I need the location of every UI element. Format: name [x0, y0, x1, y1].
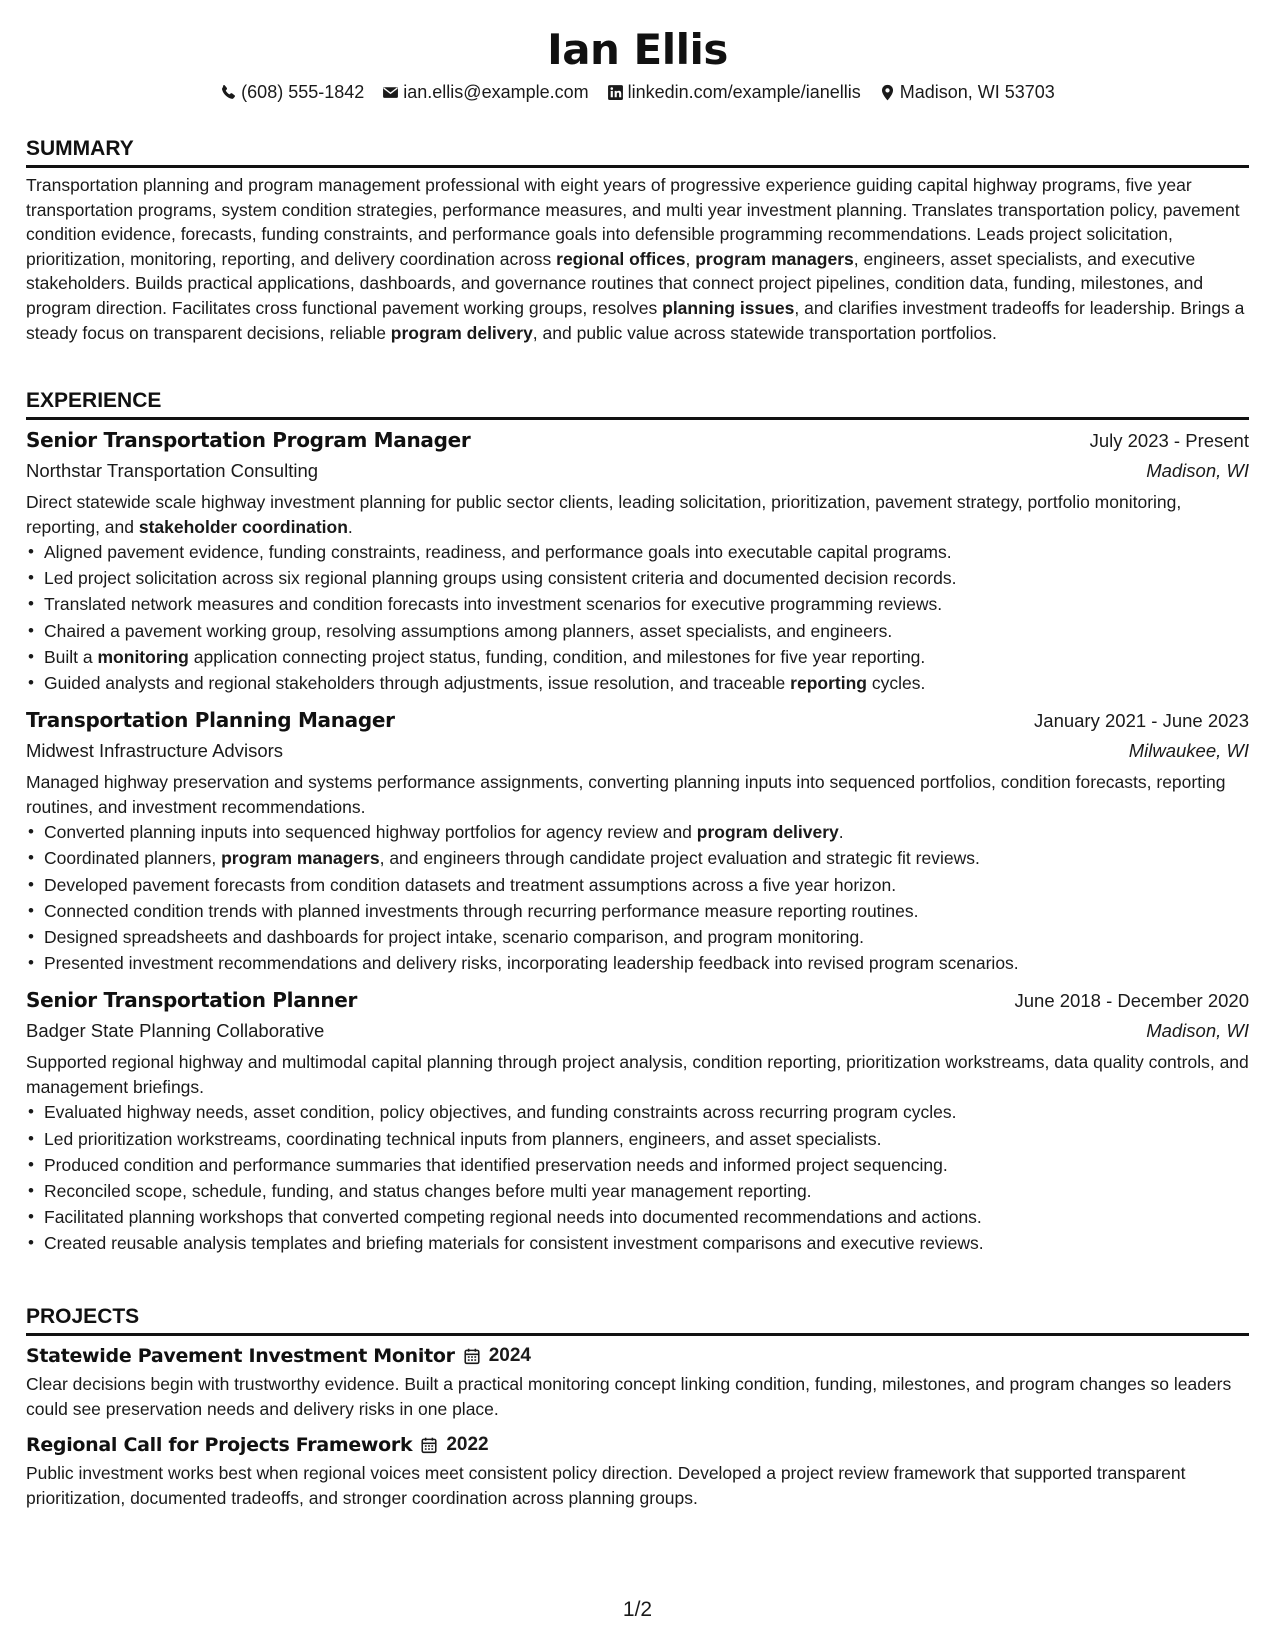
contact-linkedin[interactable] [607, 80, 861, 104]
linkedin-link[interactable]: linkedin.com/example/ianellis [627, 82, 861, 102]
phone-text: (608) 555-1842 [241, 82, 365, 102]
email-link[interactable]: ian.ellis@example.com [403, 82, 589, 102]
contact-bar [26, 80, 1249, 104]
text-run: Aligned pavement evidence, funding constraints, readiness, and performance goals into executable capital programs. [44, 542, 952, 562]
bold-text: regional offices [556, 248, 686, 269]
map-pin-icon [879, 84, 896, 101]
text-run: Direct statewide scale highway investment planning for public sector clients, leading solicitation, prioritization, pavement strategy, portfolio monitoring, reporting, and [26, 492, 1182, 537]
bold-text: program managers [221, 848, 380, 869]
text-run: Facilitated planning workshops that converted competing regional needs into documented recommendations and actions. [44, 1207, 982, 1228]
company-name: Northstar Transportation Consulting [26, 460, 319, 481]
project-entry [26, 1431, 1249, 1510]
contact-email[interactable] [382, 80, 588, 104]
bullet-list [26, 539, 1249, 696]
bullet-item [26, 1230, 1249, 1256]
bullet-item [26, 1204, 1249, 1230]
text-run: Created reusable analysis templates and briefing materials for consistent investment comparisons and executive reviews. [44, 1233, 984, 1254]
job-title: Transportation Planning Manager [26, 708, 395, 733]
project-title: Regional Call for Projects Framework [26, 1434, 413, 1456]
job-description [26, 770, 1249, 819]
bullet-item [26, 1126, 1249, 1152]
bold-text: program delivery [696, 822, 839, 843]
job-entry [26, 426, 1249, 696]
text-run: Led project solicitation across six regional planning groups using consistent criteria and documented decision records. [44, 568, 957, 589]
resume-page [26, 0, 1249, 1650]
job-dates: January 2021 - June 2023 [1034, 710, 1249, 732]
project-title: Statewide Pavement Investment Monitor [26, 1345, 455, 1367]
bullet-item [26, 618, 1249, 644]
text-run: Chaired a pavement working group, resolving assumptions among planners, asset specialists, and engineers. [44, 620, 893, 641]
projects-section [26, 1304, 1249, 1510]
bold-text: reporting [790, 673, 867, 694]
text-run: Converted planning inputs into sequenced highway portfolios for agency review and [44, 822, 697, 843]
text-run: . [838, 822, 844, 843]
bullet-item [26, 670, 1249, 696]
bullet-item [26, 819, 1249, 845]
bold-text: program delivery [390, 322, 533, 343]
bullet-item [26, 1178, 1249, 1204]
bold-text: monitoring [97, 646, 189, 667]
bullet-list [26, 819, 1249, 976]
bullet-item [26, 1152, 1249, 1178]
text-run: Presented investment recommendations and delivery risks, incorporating leadership feedback into revised program scenarios. [44, 953, 1019, 974]
company-name: Badger State Planning Collaborative [26, 1020, 325, 1042]
project-year: 2022 [446, 1434, 489, 1455]
bullet-item [26, 1099, 1249, 1125]
text-run: , and clarifies investment tradeoffs for leadership. Brings a steady focus on transparent decisions, reliable [26, 297, 1245, 343]
job-location: Madison, WI [1146, 460, 1249, 481]
text-run: , and engineers through candidate project evaluation and strategic fit reviews. [379, 848, 980, 869]
text-run: , [685, 248, 696, 269]
text-run: Supported regional highway and multimodal capital planning through project analysis, condition reporting, prioritization workstreams, data quality controls, and management briefings. [26, 1052, 1249, 1097]
section-title: EXPERIENCE [26, 388, 1249, 420]
contact-phone [220, 80, 364, 104]
bullet-list [26, 1099, 1249, 1256]
text-run: Led prioritization workstreams, coordinating technical inputs from planners, engineers, and asset specialists. [44, 1128, 882, 1149]
bullet-item [26, 872, 1249, 898]
job-description [26, 1050, 1249, 1099]
project-description: Public investment works best when regional voices meet consistent policy direction. Developed a project review framework that supported transparent prioritization, documented tradeoffs, and stronger coordination across planning groups. [26, 1463, 1186, 1508]
text-run: Evaluated highway needs, asset condition, policy objectives, and funding constraints across recurring program cycles. [44, 1102, 957, 1123]
job-location: Madison, WI [1146, 1020, 1249, 1042]
bullet-item [26, 845, 1249, 871]
linkedin-icon [607, 84, 624, 101]
job-dates: June 2018 - December 2020 [1014, 990, 1249, 1012]
summary-section [26, 136, 1249, 345]
calendar-icon [420, 1436, 438, 1454]
bullet-item [26, 591, 1249, 617]
bullet-item [26, 565, 1249, 591]
text-run: , and public value across statewide transportation portfolios. [532, 322, 997, 343]
bold-text: stakeholder coordination [138, 516, 348, 537]
text-run: Guided analysts and regional stakeholders through adjustments, issue resolution, and traceable [44, 673, 791, 694]
calendar-icon [463, 1347, 481, 1365]
bullet-item [26, 924, 1249, 950]
project-year: 2024 [488, 1345, 531, 1366]
envelope-icon [382, 84, 399, 101]
text-run: Reconciled scope, schedule, funding, and status changes before multi year management reporting. [44, 1181, 812, 1202]
text-run: . [347, 516, 353, 537]
job-title: Senior Transportation Planner [26, 988, 358, 1013]
candidate-name: Ian Ellis [547, 25, 728, 74]
job-title: Senior Transportation Program Manager [26, 428, 471, 452]
bullet-item [26, 898, 1249, 924]
phone-icon [220, 84, 237, 101]
page-number: 1/2 [622, 1598, 653, 1621]
job-entry [26, 706, 1249, 976]
text-run: Produced condition and performance summaries that identified preservation needs and informed project sequencing. [44, 1154, 948, 1175]
company-name: Midwest Infrastructure Advisors [26, 740, 284, 762]
project-description: Clear decisions begin with trustworthy evidence. Built a practical monitoring concept linking condition, funding, milestones, and program changes so leaders could see preservation needs and delivery risks in one place. [26, 1374, 1232, 1419]
text-run: Developed pavement forecasts from condition datasets and treatment assumptions across a five year horizon. [44, 874, 897, 895]
text-run: Coordinated planners, [44, 848, 222, 869]
bullet-item [26, 950, 1249, 976]
bullet-item [26, 644, 1249, 670]
text-run: , engineers, asset specialists, and executive stakeholders. Builds practical applications, dashboards, and governance routines that connect project pipelines, condition data, funding, milestones, and program direction. Facilitates cross functional pavement working groups, resolves [26, 248, 1204, 318]
text-run: application connecting project status, funding, condition, and milestones for five year reporting. [188, 646, 926, 667]
bold-text: planning issues [662, 297, 795, 318]
job-dates: July 2023 - Present [1089, 430, 1249, 451]
contact-location [879, 80, 1055, 104]
text-run: Managed highway preservation and systems performance assignments, converting planning inputs into sequenced portfolios, condition forecasts, reporting routines, and investment recommendations. [26, 772, 1226, 817]
bullet-item [26, 539, 1249, 565]
bold-text: program managers [695, 248, 854, 269]
text-run: cycles. [866, 673, 926, 694]
project-entry [26, 1342, 1249, 1421]
text-run: Transportation planning and program management professional with eight years of progressive experience guiding capital highway programs, five year transportation programs, system condition strategies, performance measures, and multi year investment planning. Translates transportation policy, pavement condition evidence, forecasts, funding constraints, and performance goals into defensible programming recommendations. Leads project solicitation, prioritization, monitoring, reporting, and delivery coordination across [26, 175, 1240, 269]
job-location: Milwaukee, WI [1128, 740, 1249, 762]
experience-section [26, 388, 1249, 1257]
text-run: Connected condition trends with planned investments through recurring performance measure reporting routines. [44, 900, 919, 921]
text-run: Designed spreadsheets and dashboards for project intake, scenario comparison, and program monitoring. [44, 927, 865, 948]
text-run: Built a [44, 646, 98, 667]
location-text: Madison, WI 53703 [899, 82, 1055, 102]
job-description [26, 490, 1249, 539]
section-title: SUMMARY [26, 136, 1249, 168]
section-title: PROJECTS [26, 1304, 1249, 1336]
summary-text [26, 173, 1249, 345]
job-entry [26, 986, 1249, 1256]
text-run: Translated network measures and condition forecasts into investment scenarios for executive programming reviews. [44, 594, 943, 615]
